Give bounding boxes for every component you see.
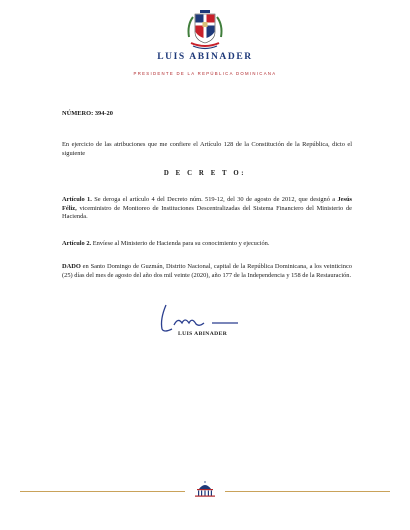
footer-divider-right [225,491,390,492]
signature-handwriting [152,299,252,335]
dado-paragraph [62,263,352,280]
preamble-paragraph: En ejercicio de las atribuciones que me confiere el Artículo 128 de la Constitución de la República, dicto el siguiente [62,141,352,157]
header-title: PRESIDENTE DE LA REPÚBLICA DOMINICANA [133,71,277,76]
decree-heading: D E C R E T O: [163,170,247,177]
signatory-name: LUIS ABINADER [178,331,228,337]
palace-dome-icon [191,480,219,498]
article-1-paragraph [62,196,352,222]
header-name: LUIS ABINADER [157,52,253,62]
coat-of-arms-icon [183,7,227,51]
decree-number: NÚMERO: 394-20 [62,110,113,117]
article-2-text: Envíese al Ministerio de Hacienda para su conocimiento y ejecución. [91,240,270,247]
article-2-paragraph [62,240,352,249]
article-1-label: Artículo 1. [62,196,92,203]
article-1-person: Jesús Féliz, [62,196,353,212]
footer-divider-left [20,491,185,492]
dado-text: en Santo Domingo de Guzmán, Distrito Nacional, capital de la República Dominicana, a los veinticinco (25) días del mes de agosto del año dos mil veinte (2020), año 177 de la Independencia y 158 de la Restauración. [62,263,352,279]
article-2-label: Artículo 2. [62,240,92,247]
article-1-text-a: Se deroga el artículo 4 del Decreto núm. 519-12, del 30 de agosto de 2012, que designó a [91,196,338,203]
article-1-text-b: viceministro de Monitoreo de Instituciones Descentralizadas del Sistema Financiero del Ministerio de Hacienda. [62,204,352,221]
dado-label: DADO [62,263,81,270]
